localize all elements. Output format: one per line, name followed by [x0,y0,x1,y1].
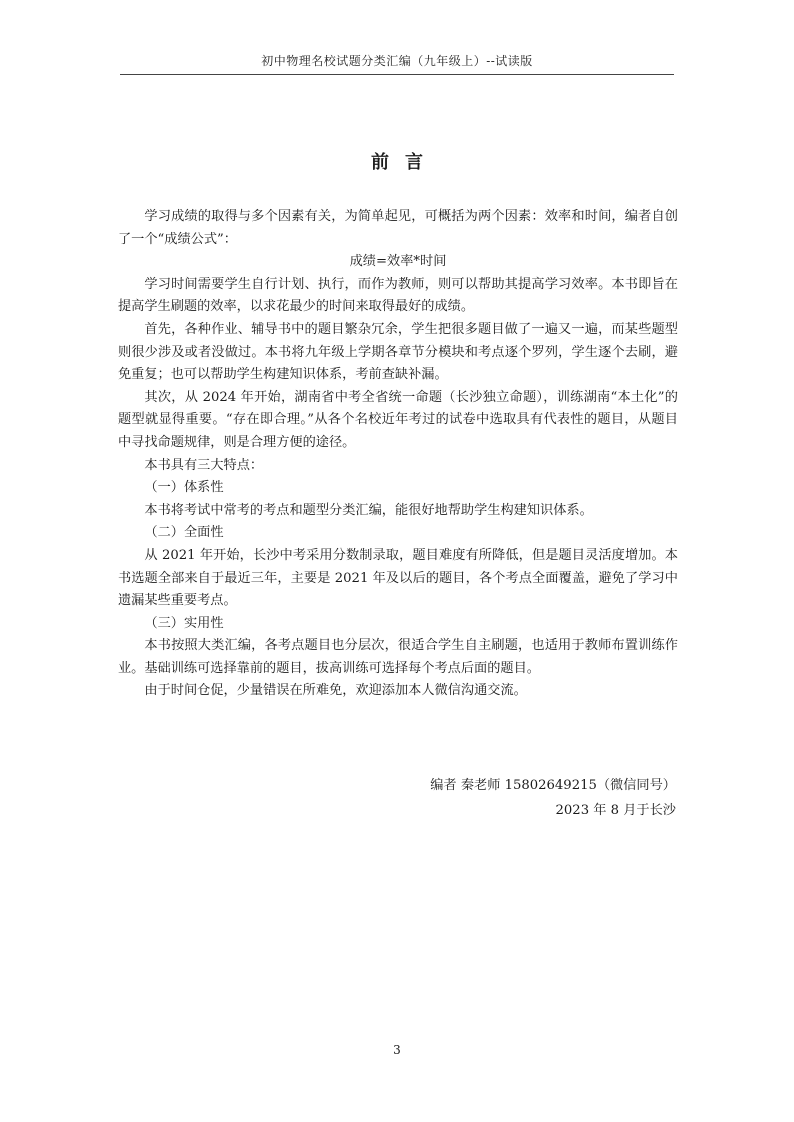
paragraph-first: 首先，各种作业、辅导书中的题目繁杂冗余，学生把很多题目做了一遍又一遍，而某些题型则很少涉及或者没做过。本书将九年级上学期各章节分模块和考点逐个罗列，学生逐个去刷，避免重复；也可以帮助学生构建知识体系，考前查缺补漏。 [118,321,678,383]
feature-text-practical: 本书按照大类汇编，各考点题目也分层次，很适合学生自主刷题，也适用于教师布置训练作业。基础训练可选择靠前的题目，拔高训练可选择每个考点后面的题目。 [118,638,678,676]
paragraph-intro: 学习成绩的取得与多个因素有关，为简单起见，可概括为两个因素：效率和时间，编者自创了一个“成绩公式”： [118,209,678,247]
signature-block [118,773,676,823]
page-title: 前言 [371,152,439,173]
feature-heading-practical: （三）实用性 [144,615,224,631]
feature-heading-systematic: （一）体系性 [144,480,224,496]
page-number: 3 [393,1043,401,1057]
date-line: 2023 年 8 月于长沙 [555,803,676,818]
paragraph-efficiency: 学习时间需要学生自行计划、执行，而作为教师，则可以帮助其提高学习效率。本书即旨在提高学生刷题的效率，以求花最少的时间来取得最好的成绩。 [118,276,678,315]
paragraph-second: 其次，从 2024 年开始，湖南省中考全省统一命题（长沙独立命题），训练湖南“本土化”的题型就显得重要。“存在即合理。”从各个名校近年考过的试卷中选取具有代表性的题目，从题目中寻找命题规律，则是合理方便的途径。 [118,389,678,450]
paragraph-features-intro: 本书具有三大特点： [144,457,264,473]
header-divider [120,74,674,75]
preface-body [118,206,678,703]
feature-text-systematic: 本书将考试中常考的考点和题型分类汇编，能很好地帮助学生构建知识体系。 [144,502,593,518]
author-line: 编者 秦老师 15802649215（微信同号） [430,778,676,793]
feature-text-comprehensive: 从 2021 年开始，长沙中考采用分数制录取，题目难度有所降低，但是题目灵活度增加。本书选题全部来自于最近三年，主要是 2021 年及以后的题目，各个考点全面覆盖，避免了学习中遗漏某些重要考点。 [118,547,678,609]
paragraph-closing: 由于时间仓促，少量错误在所难免，欢迎添加本人微信沟通交流。 [144,683,527,699]
formula-line: 成绩=效率*时间 [349,254,447,270]
running-header: 初中物理名校试题分类汇编（九年级上）--试读版 [261,54,533,68]
feature-heading-comprehensive: （二）全面性 [144,525,224,541]
